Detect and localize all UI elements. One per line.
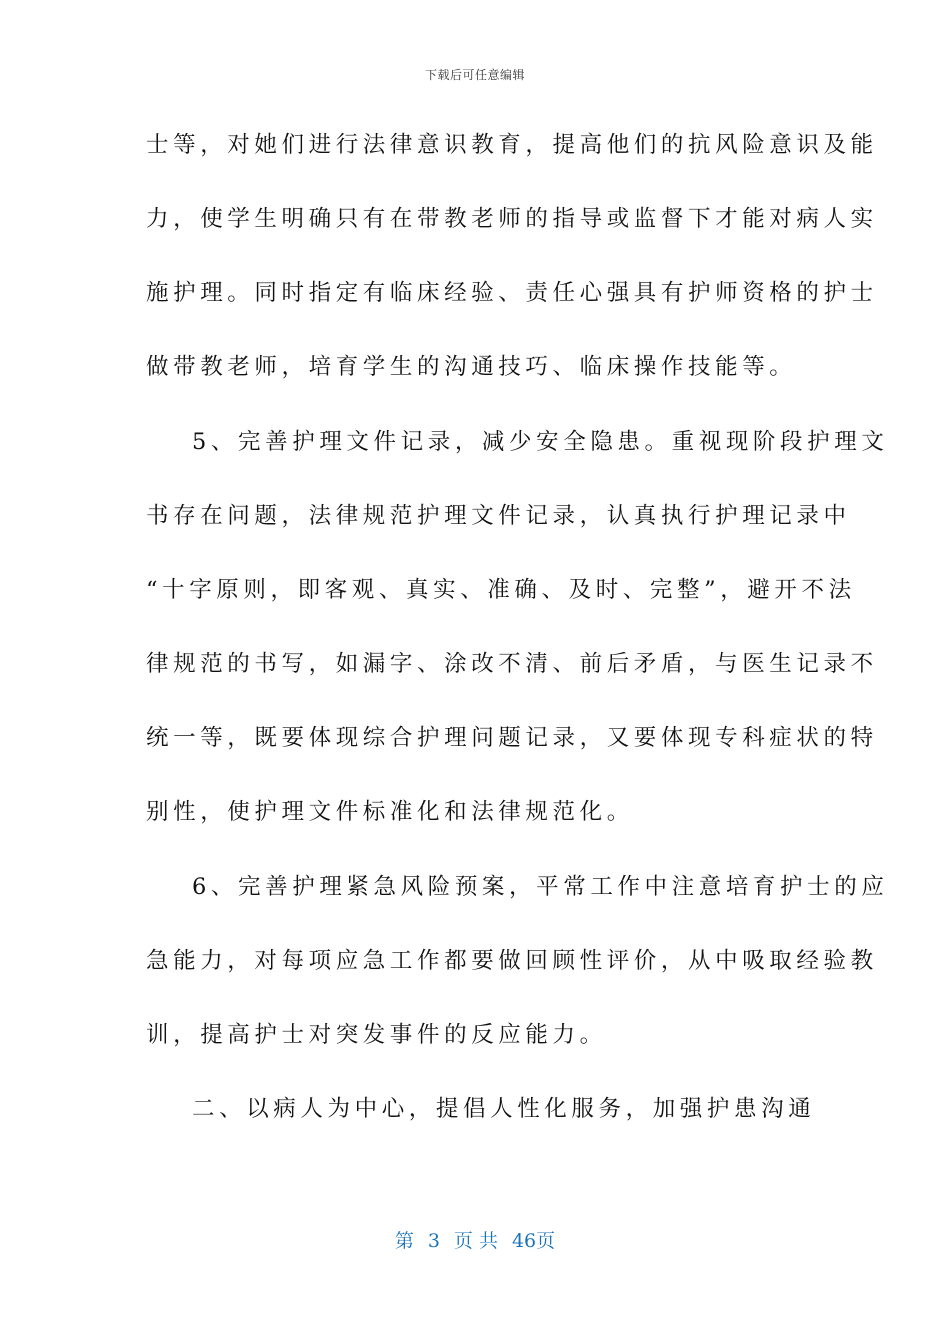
page-footer xyxy=(0,1226,950,1253)
footer-suffix: 页 xyxy=(536,1230,556,1252)
footer-page-number: 3 xyxy=(427,1230,440,1252)
text-line: “十字原则，即客观、真实、准确、及时、完整”，避开不法 xyxy=(146,577,856,603)
text-line: 施护理。同时指定有临床经验、责任心强具有护师资格的护士 xyxy=(146,280,878,306)
paragraph-start-line: 5、完善护理文件记录，减少安全隐患。重视现阶段护理文 xyxy=(192,429,889,455)
text-line: 力，使学生明确只有在带教老师的指导或监督下才能对病人实 xyxy=(146,206,878,232)
paragraph-start-line: 6、完善护理紧急风险预案，平常工作中注意培育护士的应 xyxy=(192,874,889,900)
text-line: 书存在问题，法律规范护理文件记录，认真执行护理记录中 xyxy=(146,503,851,529)
text-line: 律规范的书写，如漏字、涂改不清、前后矛盾，与医生记录不 xyxy=(146,651,878,677)
footer-total-pages: 46 xyxy=(511,1230,537,1252)
text-line: 士等，对她们进行法律意识教育，提高他们的抗风险意识及能 xyxy=(146,132,878,158)
footer-middle: 页 共 xyxy=(453,1230,498,1252)
text-line: 统一等，既要体现综合护理问题记录，又要体现专科症状的特 xyxy=(146,725,878,751)
text-line: 训，提高护士对突发事件的反应能力。 xyxy=(146,1022,607,1048)
text-line: 别性，使护理文件标准化和法律规范化。 xyxy=(146,799,634,825)
text-line: 急能力，对每项应急工作都要做回顾性评价，从中吸取经验教 xyxy=(146,948,878,974)
footer-prefix: 第 xyxy=(394,1230,414,1252)
text-line: 做带教老师，培育学生的沟通技巧、临床操作技能等。 xyxy=(146,354,797,380)
section-heading-line: 二、以病人为中心，提倡人性化服务，加强护患沟通 xyxy=(192,1096,816,1122)
page-header: 下载后可任意编辑 xyxy=(424,68,525,82)
